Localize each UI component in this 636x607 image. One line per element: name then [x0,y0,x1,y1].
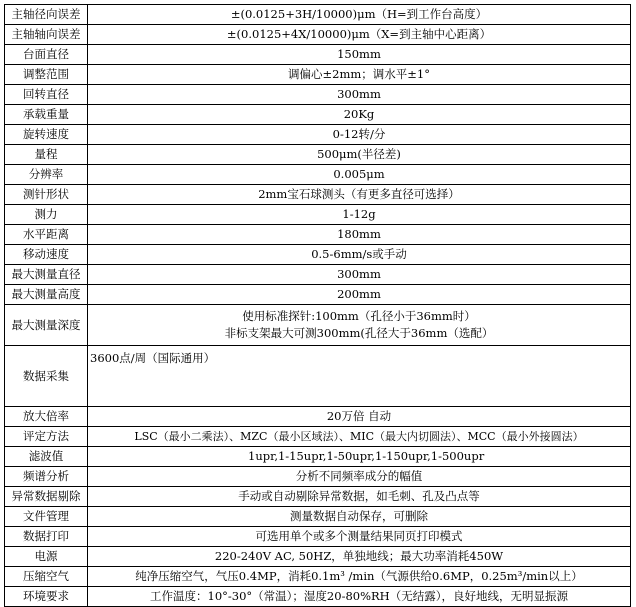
table-row [5,45,631,65]
spec-label: 最大测量高度 [5,285,88,305]
spec-label: 台面直径 [5,45,88,65]
spec-value: 测量数据自动保存，可删除 [88,507,631,527]
table-row [5,225,631,245]
table-row [5,285,631,305]
spec-value: ±(0.0125+4X/10000)μm（X=到主轴中心距离） [88,25,631,45]
spec-value: 1-12g [88,205,631,225]
spec-label: 文件管理 [5,507,88,527]
table-row [5,346,631,407]
table-row [5,447,631,467]
spec-value: 300mm [88,265,631,285]
table-row [5,65,631,85]
spec-label: 移动速度 [5,245,88,265]
spec-value: 2mm宝石球测头（有更多直径可选择） [88,185,631,205]
table-row [5,5,631,25]
spec-label: 压缩空气 [5,567,88,587]
spec-value: 手动或自动剔除异常数据，如毛刺、孔及凸点等 [88,487,631,507]
spec-label: 异常数据剔除 [5,487,88,507]
table-row [5,105,631,125]
table-row [5,85,631,105]
table-row [5,145,631,165]
spec-label: 频谱分析 [5,467,88,487]
spec-label: 主轴轴向误差 [5,25,88,45]
spec-table [4,4,631,607]
spec-label: 量程 [5,145,88,165]
spec-label: 测针形状 [5,185,88,205]
spec-label: 电源 [5,547,88,567]
spec-label: 最大测量深度 [5,305,88,346]
spec-value: 500μm(半径差) [88,145,631,165]
spec-label: 环境要求 [5,587,88,607]
spec-value: 20Kg [88,105,631,125]
spec-label: 数据打印 [5,527,88,547]
spec-label: 调整范围 [5,65,88,85]
spec-value: 300mm [88,85,631,105]
spec-value-line: 非标支架最大可测300mm(孔径大于36mm（选配） [224,326,494,340]
spec-label: 回转直径 [5,85,88,105]
spec-label: 水平距离 [5,225,88,245]
spec-label: 主轴径向误差 [5,5,88,25]
spec-label: 旋转速度 [5,125,88,145]
spec-value: 可选用单个或多个测量结果同页打印模式 [88,527,631,547]
spec-label: 数据采集 [5,346,88,407]
table-row [5,567,631,587]
spec-value: 150mm [88,45,631,65]
spec-value: 180mm [88,225,631,245]
table-row [5,245,631,265]
spec-value: 调偏心±2mm；调水平±1° [88,65,631,85]
spec-label: 滤波值 [5,447,88,467]
table-row [5,185,631,205]
spec-value: 0.005μm [88,165,631,185]
spec-value: 20万倍 自动 [88,407,631,427]
spec-value: 0-12转/分 [88,125,631,145]
table-row [5,265,631,285]
table-row [5,467,631,487]
spec-value: 0.5-6mm/s或手动 [88,245,631,265]
spec-label: 分辨率 [5,165,88,185]
table-row [5,507,631,527]
table-row [5,305,631,346]
table-row [5,427,631,447]
table-row [5,587,631,607]
spec-value: 1upr,1-15upr,1-50upr,1-150upr,1-500upr [88,447,631,467]
spec-value: 工作温度：10°-30°（常温）；湿度20-80%RH（无结露），良好地线，无明显振源 [88,587,631,607]
table-row [5,487,631,507]
table-row [5,165,631,185]
spec-value: 分析不同频率成分的幅值 [88,467,631,487]
spec-label: 评定方法 [5,427,88,447]
spec-label: 承载重量 [5,105,88,125]
spec-value: 纯净压缩空气，气压0.4MP，消耗0.1m³ /min（气源供给0.6MP，0.25m³/min以上） [88,567,631,587]
spec-value: ±(0.0125+3H/10000)μm（H=到工作台高度） [88,5,631,25]
table-row [5,25,631,45]
spec-value: 3600点/周（国际通用） [88,346,631,407]
table-row [5,547,631,567]
table-row [5,527,631,547]
spec-label: 测力 [5,205,88,225]
table-row [5,125,631,145]
spec-label: 最大测量直径 [5,265,88,285]
spec-value: 220-240V AC, 50HZ，单独地线；最大功率消耗450W [88,547,631,567]
spec-value [88,305,631,346]
spec-value: LSC（最小二乘法）、MZC（最小区域法）、MIC（最大内切圆法）、MCC（最小外接圆法） [88,427,631,447]
spec-value: 200mm [88,285,631,305]
table-row [5,205,631,225]
table-row [5,407,631,427]
spec-label: 放大倍率 [5,407,88,427]
spec-value-line: 使用标准探针:100mm（孔径小于36mm时） [242,309,476,323]
